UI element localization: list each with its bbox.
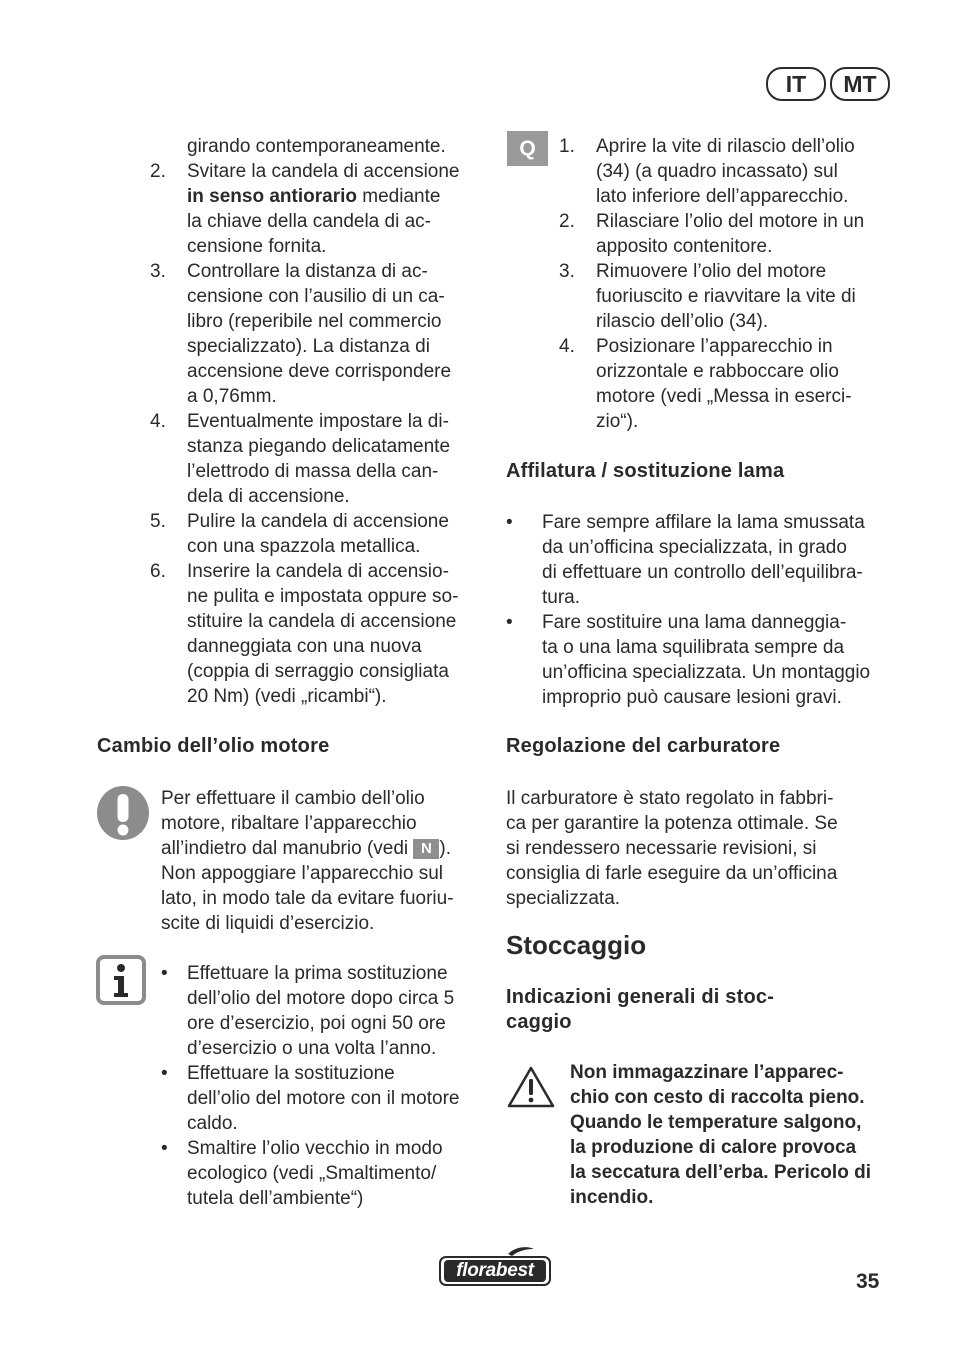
info-box-icon xyxy=(96,955,146,1005)
step-3: 3. Controllare la distanza di ac- censione con l’ausilio di un ca- libro (reperibile nel commercio specializzato). La distanza di accensione deve corrispondere a 0,76mm. xyxy=(150,261,452,407)
oil-warning-text: Per effettuare il cambio dell’olio motore, ribaltare l’apparecchio all’indietro dal manubrio (vedi N ). Non appoggiare l’apparecchio sul lato, in modo tale da evitare fuoriu- scite di liquidi d’esercizio. xyxy=(161,788,454,934)
step-5: 5. Pulire la candela di accensione con una spazzola metallica. xyxy=(150,511,449,557)
step-3: 3. Rimuovere l’olio del motore fuoriuscito e riavvitare la vite di rilascio dell’olio (34). xyxy=(559,261,856,332)
step-4: 4. Eventualmente impostare la di- stanza piegando delicatamente l’elettrodo di massa della can- dela di accensione. xyxy=(150,411,451,507)
step-number: 3. xyxy=(150,261,166,282)
list-item: • Fare sempre affilare la lama smussata da un’officina specializzata, in grado di effettuare un controllo dell’equilibra- tura. xyxy=(506,512,865,608)
step-6: 6. Inserire la candela di accensio- ne pulita e impostata oppure so- stituire la candela di accensione danneggiata con una nuova (coppia di serraggio consigliata 20 Nm) (vedi „ricambi“). xyxy=(150,561,459,707)
bullet-point: • xyxy=(161,963,168,984)
oil-change-heading: Cambio dell’olio motore xyxy=(97,735,330,757)
step-number: 4. xyxy=(150,411,166,432)
storage-subheading: Indicazioni generali di stoc- caggio xyxy=(506,986,775,1033)
language-badge-mt: MT xyxy=(830,67,890,101)
storage-title: Stoccaggio xyxy=(506,930,647,960)
bullet-point: • xyxy=(161,1138,168,1159)
bullet-point: • xyxy=(161,1063,168,1084)
step-2: 2. Svitare la candela di accensione in senso antiorario mediante la chiave della candela di ac- censione fornita. xyxy=(150,161,460,257)
list-item: • Smaltire l’olio vecchio in modo ecologico (vedi „Smaltimento/ tutela dell’ambiente“) xyxy=(161,1138,443,1209)
oil-change-steps xyxy=(559,134,899,434)
blade-heading: Affilatura / sostituzione lama xyxy=(506,460,785,482)
blade-bullets xyxy=(506,510,906,710)
carburetor-heading: Regolazione del carburatore xyxy=(506,735,781,757)
step-4: 4. Posizionare l’apparecchio in orizzontale e rabboccare olio motore (vedi „Messa in eserci- zio“). xyxy=(559,336,852,432)
continued-line: girando contemporaneamente. xyxy=(187,136,446,157)
bullet-point: • xyxy=(506,512,513,533)
step-number: 6. xyxy=(150,561,166,582)
carburetor-text: Il carburatore è stato regolato in fabbri- ca per garantire la potenza ottimale. Se si rendessero necessarie revisioni, si consiglia di farle eseguire da un’officina specializzata. xyxy=(506,788,838,909)
step-1: 1. Aprire la vite di rilascio dell’olio (34) (a quadro incassato) sul lato inferiore dell’apparecchio. xyxy=(559,136,855,207)
step-number: 4. xyxy=(559,336,575,357)
oil-info-bullets xyxy=(161,961,491,1211)
step-number: 5. xyxy=(150,511,166,532)
list-item: • Effettuare la sostituzione dell’olio del motore con il motore caldo. xyxy=(161,1063,460,1134)
list-item: • Fare sostituire una lama danneggia- ta o una lama squilibrata sempre da un’officina specializzata. Un montaggio improprio può causare lesioni gravi. xyxy=(506,612,871,708)
bullet-point: • xyxy=(506,612,513,633)
step-number: 3. xyxy=(559,261,575,282)
spark-plug-steps xyxy=(150,134,490,709)
list-item: • Effettuare la prima sostituzione dell’olio del motore dopo circa 5 ore d’esercizio, poi ogni 50 ore d’esercizio o una volta l’anno. xyxy=(161,963,455,1059)
brand-name: florabest xyxy=(456,1260,534,1281)
language-badge-it: IT xyxy=(766,67,826,101)
warning-triangle-icon xyxy=(506,1065,556,1109)
florabest-logo xyxy=(438,1245,552,1289)
exclamation-circle-icon xyxy=(96,785,150,841)
figure-reference-n: N xyxy=(413,839,439,859)
step-2: 2. Rilasciare l’olio del motore in un apposito contenitore. xyxy=(559,211,865,257)
storage-danger-text: Non immagazzinare l’apparec- chio con cesto di raccolta pieno. Quando le temperature salgono, la produzione di calore provoca la seccatura dell’erba. Pericolo di incendio. xyxy=(570,1062,871,1208)
figure-reference-q: Q xyxy=(507,131,548,166)
step-number: 2. xyxy=(150,161,166,182)
page-number: 35 xyxy=(856,1270,880,1293)
step-number: 2. xyxy=(559,211,575,232)
step-number: 1. xyxy=(559,136,575,157)
